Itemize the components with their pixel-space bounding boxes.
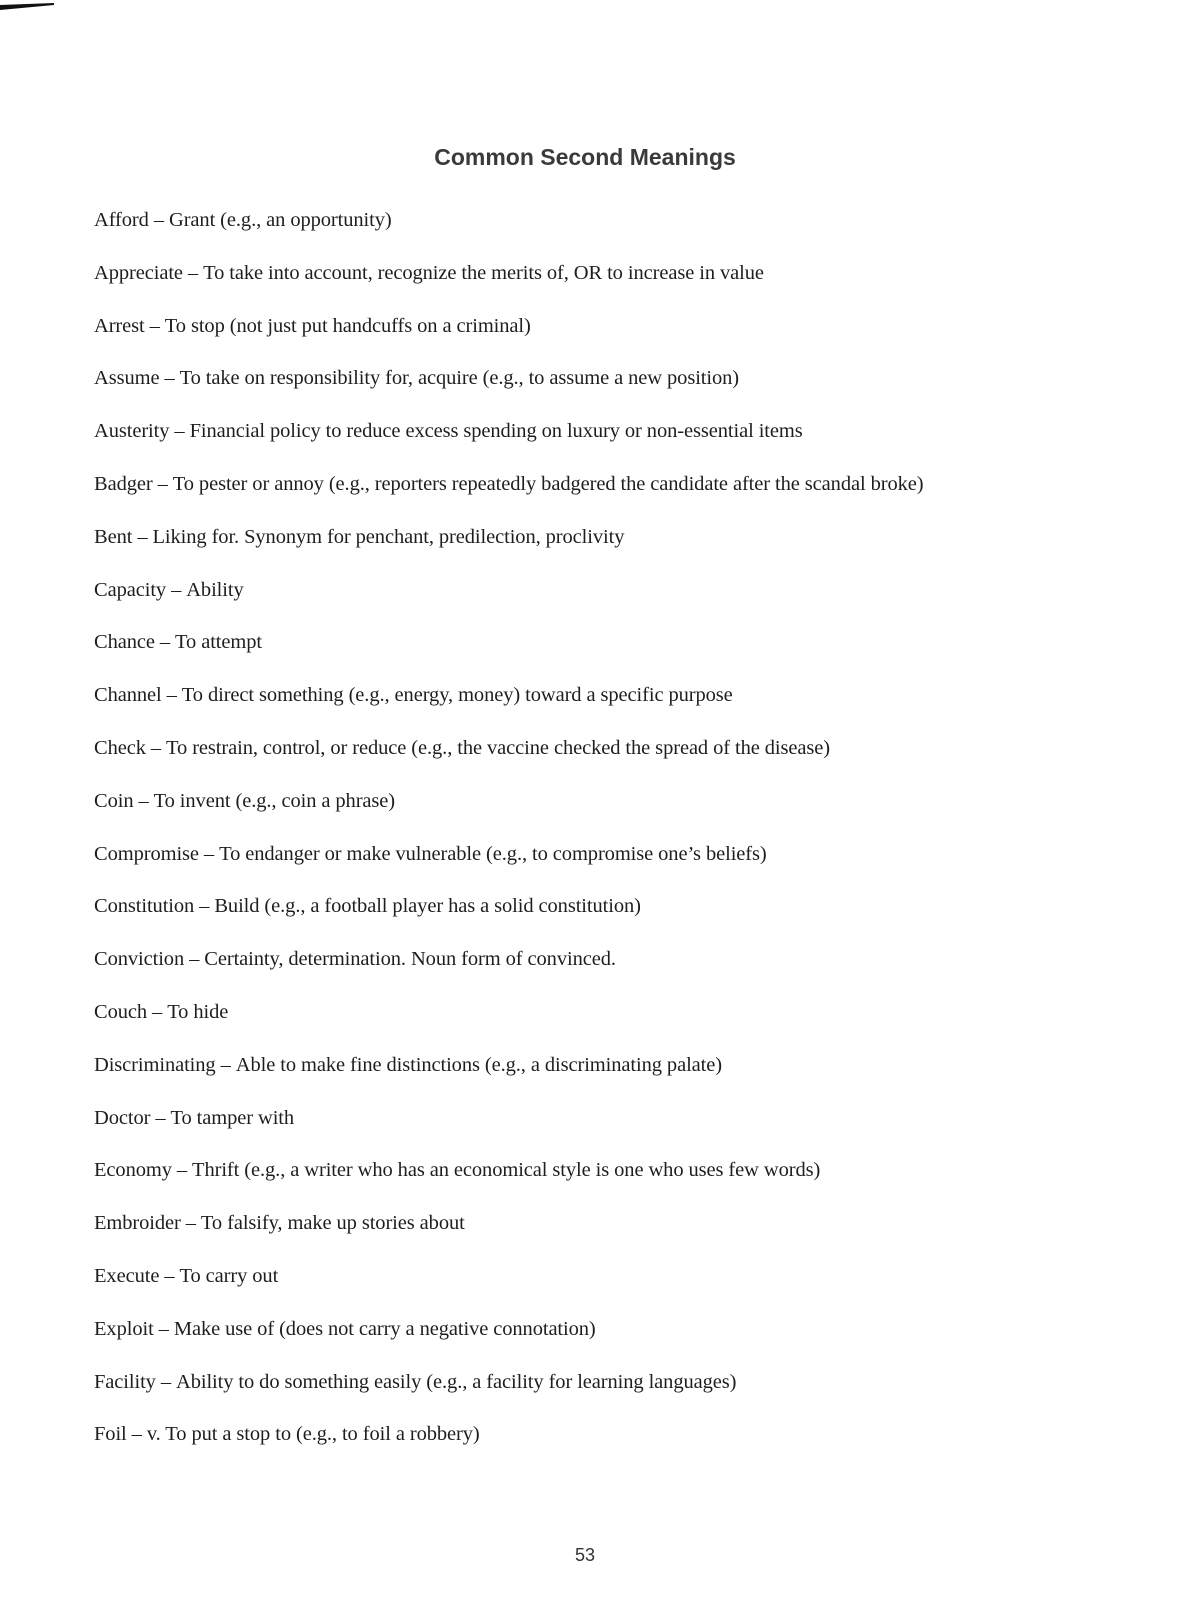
entry-separator: – xyxy=(150,736,162,759)
entry-definition: v. To put a stop to (e.g., to foil a robbery) xyxy=(146,1423,480,1446)
entry-separator: – xyxy=(189,948,200,971)
entry-definition: To direct something (e.g., energy, money) toward a specific purpose xyxy=(181,684,733,707)
entry-separator: – xyxy=(137,525,148,548)
entry-separator: – xyxy=(155,1106,166,1129)
entry-term: Badger xyxy=(94,472,153,495)
list-item xyxy=(94,1420,1154,1473)
entry-separator: – xyxy=(138,789,149,812)
page-title: Common Second Meanings xyxy=(434,144,736,170)
entry-separator: – xyxy=(199,895,210,918)
list-item xyxy=(94,523,1154,576)
entry-term: Couch xyxy=(94,1000,148,1023)
entry-separator: – xyxy=(187,261,199,284)
entry-separator: – xyxy=(176,1159,188,1182)
list-item xyxy=(94,628,1154,681)
entry-term: Foil xyxy=(94,1423,127,1446)
list-item xyxy=(94,470,1154,523)
entry-definition: To take into account, recognize the merits of, OR to increase in value xyxy=(203,261,764,284)
entry-definition: To hide xyxy=(167,1000,229,1023)
entry-term: Austerity xyxy=(94,420,170,443)
entry-definition: To attempt xyxy=(175,631,262,654)
entry-separator: – xyxy=(185,1212,196,1235)
entry-term: Channel xyxy=(94,684,162,707)
entry-term: Embroider xyxy=(94,1212,181,1235)
list-item xyxy=(94,1262,1154,1315)
list-item xyxy=(94,206,1154,259)
entry-separator: – xyxy=(160,1370,171,1393)
entry-term: Capacity xyxy=(94,578,167,601)
entry-definition: Thrift (e.g., a writer who has an economical style is one who uses few words) xyxy=(192,1159,821,1182)
entry-definition: To tamper with xyxy=(170,1106,295,1129)
entry-separator: – xyxy=(149,314,160,337)
entry-term: Assume xyxy=(94,367,160,390)
list-item xyxy=(94,1209,1154,1262)
entry-term: Afford xyxy=(94,209,149,231)
entry-definition: To carry out xyxy=(179,1264,279,1287)
entry-separator: – xyxy=(153,209,164,231)
list-item xyxy=(94,259,1154,312)
entry-definition: Grant (e.g., an opportunity) xyxy=(168,209,392,231)
entry-term: Conviction xyxy=(94,948,185,971)
entry-term: Bent xyxy=(94,525,133,548)
list-item xyxy=(94,998,1154,1051)
list-item xyxy=(94,840,1154,893)
entry-separator: – xyxy=(158,1317,169,1340)
entry-term: Constitution xyxy=(94,895,195,918)
entry-separator: – xyxy=(220,1053,231,1076)
entry-separator: – xyxy=(164,367,175,390)
scan-corner-mark xyxy=(0,2,54,10)
entry-separator: – xyxy=(164,1264,175,1287)
entry-term: Exploit xyxy=(94,1317,154,1340)
entry-definition: Ability xyxy=(186,578,244,601)
entry-definition: To restrain, control, or reduce (e.g., the vaccine checked the spread of the disease) xyxy=(166,736,831,759)
entry-term: Execute xyxy=(94,1264,160,1287)
entry-definition: Financial policy to reduce excess spending on luxury or non-essential items xyxy=(189,420,803,443)
entry-term: Discriminating xyxy=(94,1053,216,1076)
entry-definition: Build (e.g., a football player has a solid constitution) xyxy=(214,895,641,918)
list-item xyxy=(94,1315,1154,1368)
list-item xyxy=(94,734,1154,787)
list-item xyxy=(94,1051,1154,1104)
entry-separator: – xyxy=(159,631,171,654)
page-number: 53 xyxy=(574,1545,596,1565)
list-item xyxy=(94,576,1154,629)
entry-definition: To stop (not just put handcuffs on a criminal) xyxy=(164,314,531,337)
list-item xyxy=(94,1104,1154,1157)
list-item xyxy=(94,1368,1154,1421)
entry-term: Economy xyxy=(94,1159,172,1182)
entry-definition: Liking for. Synonym for penchant, predilection, proclivity xyxy=(152,525,625,548)
list-item xyxy=(94,417,1154,470)
entry-definition: Make use of (does not carry a negative connotation) xyxy=(173,1317,596,1340)
list-item xyxy=(94,364,1154,417)
entry-definition: Ability to do something easily (e.g., a facility for learning languages) xyxy=(176,1370,737,1393)
entry-term: Compromise xyxy=(94,842,199,865)
entry-separator: – xyxy=(131,1423,142,1446)
list-item xyxy=(94,892,1154,945)
entry-separator: – xyxy=(203,842,215,865)
entry-separator: – xyxy=(174,420,185,443)
entry-definition: To endanger or make vulnerable (e.g., to compromise one’s beliefs) xyxy=(219,842,767,865)
list-item xyxy=(94,945,1154,998)
list-item xyxy=(94,312,1154,365)
entry-definition: Certainty, determination. Noun form of convinced. xyxy=(204,948,616,971)
entry-separator: – xyxy=(171,578,182,601)
entry-term: Facility xyxy=(94,1370,156,1393)
entry-definition: Able to make fine distinctions (e.g., a discriminating palate) xyxy=(235,1053,722,1076)
entry-term: Chance xyxy=(94,631,155,654)
entry-definition: To falsify, make up stories about xyxy=(200,1212,465,1235)
entry-term: Doctor xyxy=(94,1106,151,1129)
entry-definition: To invent (e.g., coin a phrase) xyxy=(153,789,396,812)
entry-term: Coin xyxy=(94,789,134,812)
entry-term: Check xyxy=(94,736,146,759)
entry-separator: – xyxy=(166,684,177,707)
entry-definition: To take on responsibility for, acquire (e.g., to assume a new position) xyxy=(179,367,740,390)
definition-list xyxy=(94,206,1154,1473)
list-item xyxy=(94,1156,1154,1209)
entry-term: Arrest xyxy=(94,314,145,337)
list-item xyxy=(94,681,1154,734)
entry-separator: – xyxy=(152,1000,163,1023)
list-item xyxy=(94,787,1154,840)
entry-definition: To pester or annoy (e.g., reporters repeatedly badgered the candidate after the scandal broke) xyxy=(172,472,924,495)
entry-separator: – xyxy=(157,472,168,495)
entry-term: Appreciate xyxy=(94,261,183,284)
